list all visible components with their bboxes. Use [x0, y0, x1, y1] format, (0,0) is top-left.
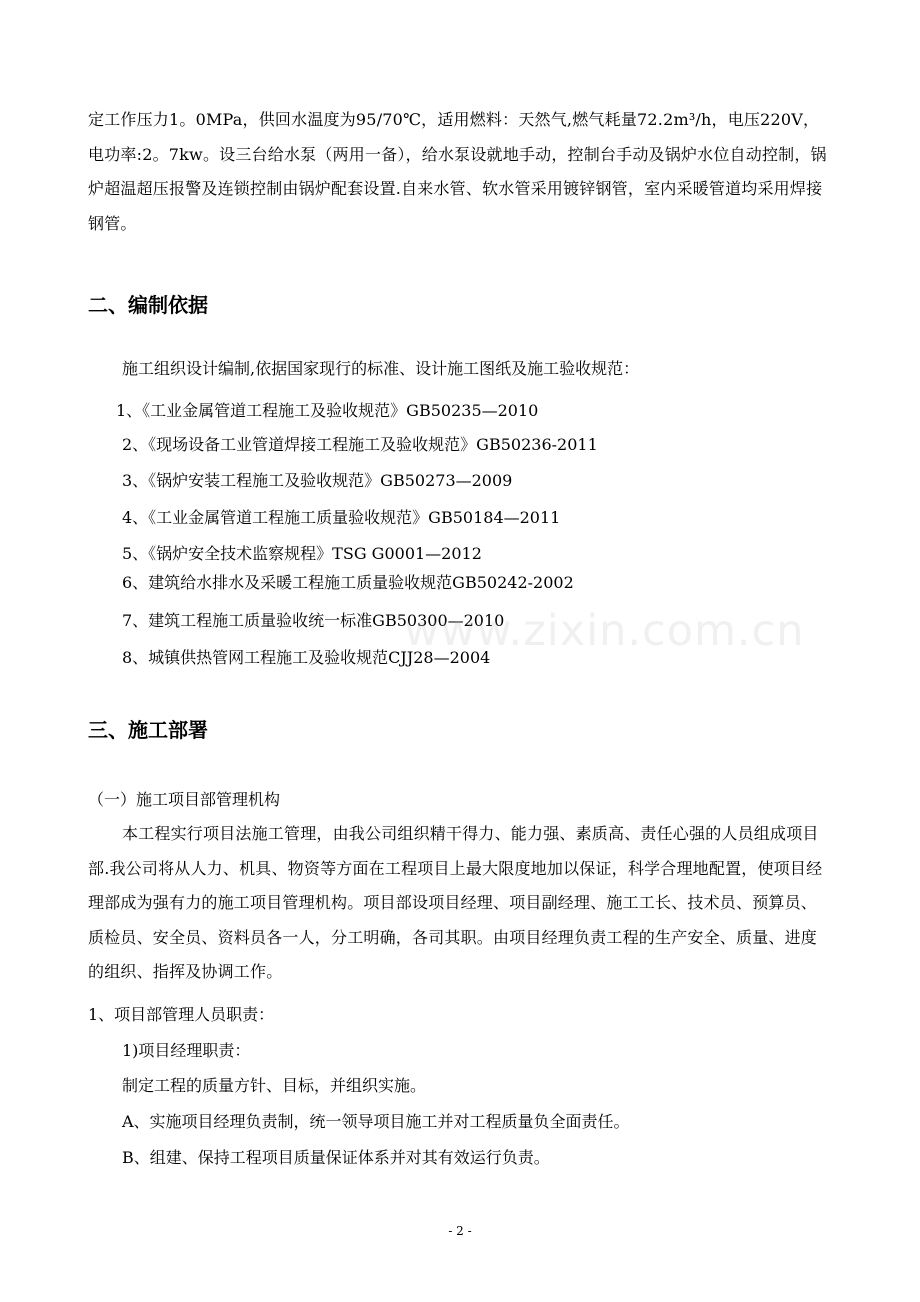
duties-heading: 1、项目部管理人员职责：	[88, 1005, 275, 1024]
section-heading: 三、施工部署	[88, 718, 208, 742]
list-item: 3、《锅炉安装工程施工及验收规范》GB50273—2009	[122, 471, 513, 490]
list-item: 7、建筑工程施工质量验收统一标准GB50300—2010	[122, 611, 505, 630]
subsection-heading: （一）施工项目部管理机构	[88, 790, 281, 809]
watermark: www.zixin.com.cn	[404, 606, 805, 656]
role-heading: 1)项目经理职责：	[122, 1041, 251, 1060]
list-item: 2、《现场设备工业管道焊接工程施工及验收规范》GB50236-2011	[122, 435, 598, 454]
role-text: 制定工程的质量方针、目标，并组织实施。	[122, 1076, 427, 1095]
section-heading: 二、编制依据	[88, 293, 208, 317]
list-item: 1、《工业金属管道工程施工及验收规范》GB50235—2010	[116, 401, 539, 420]
body-paragraph: 定工作压力1。0MPa，供回水温度为95/70℃，适用燃料：天然气,燃气耗量72.2m³/h，电压220V，电功率:2。7kw。设三台给水泵（两用一备），给水泵设就地手动，控制台手动及锅炉水位自动控制，锅炉超温超压报警及连锁控制由锅炉配套设置.自来水管、软水管采用镀锌钢管，室内采暖管道均采用焊接钢管。	[88, 110, 827, 233]
list-item: 8、城镇供热管网工程施工及验收规范CJJ28—2004	[122, 648, 491, 667]
section-intro: 施工组织设计编制,依据国家现行的标准、设计施工图纸及施工验收规范：	[122, 359, 640, 378]
list-item: 4、《工业金属管道工程施工质量验收规范》GB50184—2011	[122, 508, 561, 527]
list-item: 6、建筑给水排水及采暖工程施工质量验收规范GB50242-2002	[122, 573, 574, 592]
body-paragraph: 本工程实行项目法施工管理，由我公司组织精干得力、能力强、素质高、责任心强的人员组成项目部.我公司将从人力、机具、物资等方面在工程项目上最大限度地加以保证，科学合理地配置，使项目经理部成为强有力的施工项目管理机构。项目部设项目经理、项目副经理、施工工长、技术员、预算员、质检员、安全员、资料员各一人，分工明确，各司其职。由项目经理负责工程的生产安全、质量、进度的组织、指挥及协调工作。	[88, 824, 823, 981]
page-number: - 2 -	[448, 1224, 472, 1238]
role-text: B、组建、保持工程项目质量保证体系并对其有效运行负责。	[122, 1148, 550, 1167]
role-text: A、实施项目经理负责制，统一领导项目施工并对工程质量负全面责任。	[122, 1112, 630, 1131]
list-item: 5、《锅炉安全技术监察规程》TSG G0001—2012	[122, 544, 482, 563]
